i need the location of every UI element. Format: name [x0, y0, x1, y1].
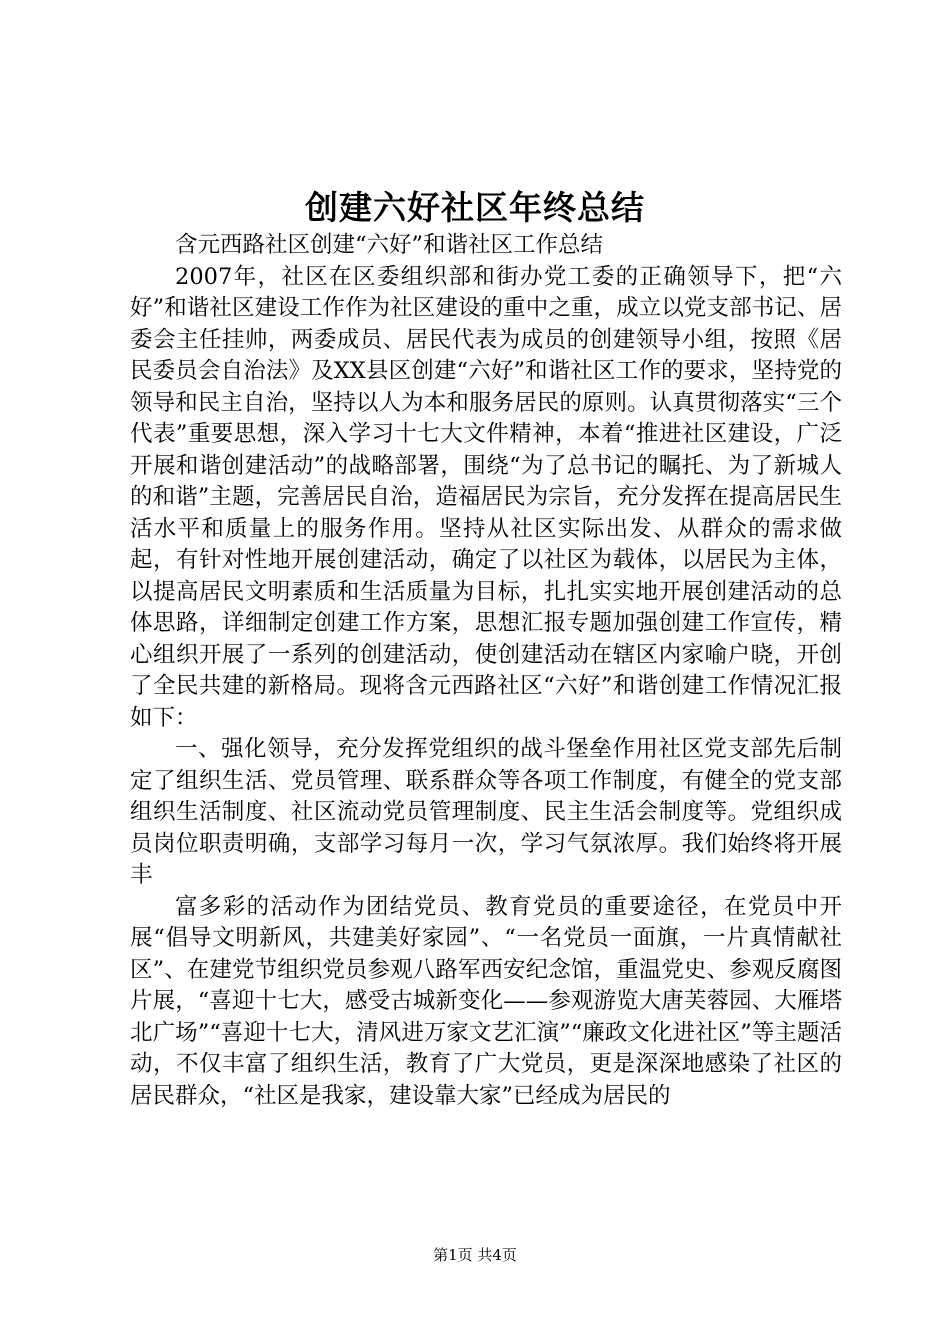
document-body — [130, 230, 842, 1112]
page-number-footer: 第1页 共4页 — [433, 1246, 517, 1264]
paragraph-subtitle: 含元西路社区创建“六好”和谐社区工作总结 — [175, 232, 604, 258]
paragraph: 富多彩的活动作为团结党员、教育党员的重要途径，在党员中开展“倡导文明新风，共建美好家园”、“一名党员一面旗，一片真情献社区”、在建党节组织党员参观八路军西安纪念馆，重温党史、参观反腐图片展，“喜迎十七大，感受古城新变化——参观游览大唐芙蓉园、大雁塔北广场”“喜迎十七大，清风进万家文艺汇演”“廉政文化进社区”等主题活动，不仅丰富了组织生活，教育了广大党员，更是深深地感染了社区的居民群众，“社区是我家，建设靠大家”已经成为居民的 — [130, 893, 842, 1109]
paragraph: 一、强化领导，充分发挥党组织的战斗堡垒作用社区党支部先后制定了组织生活、党员管理、联系群众等各项工作制度，有健全的党支部组织生活制度、社区流动党员管理制度、民主生活会制度等。党组织成员岗位职责明确，支部学习每月一次，学习气氛浓厚。我们始终将开展丰 — [130, 736, 842, 888]
paragraph: 2007年，社区在区委组织部和街办党工委的正确领导下，把“六好”和谐社区建设工作作为社区建设的重中之重，成立以党支部书记、居委会主任挂帅，两委成员、居民代表为成员的创建领导小组，按照《居民委员会自治法》及XX县区创建“六好”和谐社区工作的要求，坚持党的领导和民主自治，坚持以人为本和服务居民的原则。认真贯彻落实“三个代表”重要思想，深入学习十七大文件精神，本着“推进社区建设，广泛开展和谐创建活动”的战略部署，围绕“为了总书记的瞩托、为了新城人的和谐”主题，完善居民自治，造福居民为宗旨，充分发挥在提高居民生活水平和质量上的服务作用。坚持从社区实际出发、从群众的需求做起，有针对性地开展创建活动，确定了以社区为载体，以居民为主体，以提高居民文明素质和生活质量为目标，扎扎实实地开展创建活动的总体思路，详细制定创建工作方案，思想汇报专题加强创建工作宣传，精心组织开展了一系列的创建活动，使创建活动在辖区内家喻户晓，开创了全民共建的新格局。现将含元西路社区“六好”和谐创建工作情况汇报如下： — [130, 263, 842, 731]
document-title: 创建六好社区年终总结 — [305, 188, 645, 227]
